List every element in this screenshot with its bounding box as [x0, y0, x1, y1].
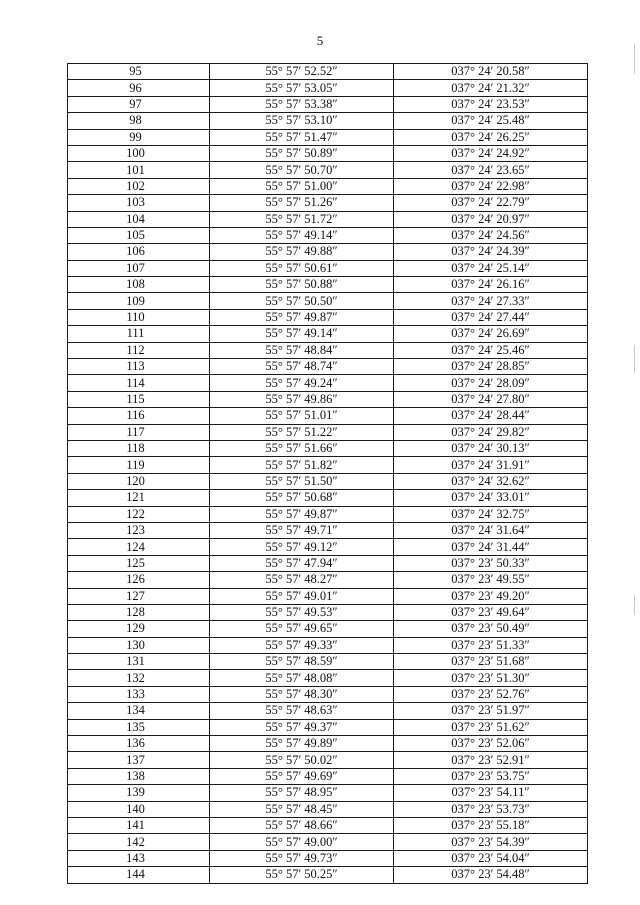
longitude-cell: 037° 24′ 27.44″ — [394, 309, 588, 325]
table-row — [68, 211, 588, 227]
latitude-cell: 55° 57′ 49.53″ — [210, 604, 394, 620]
point-number-cell: 144 — [68, 867, 210, 883]
longitude-cell: 037° 23′ 49.55″ — [394, 572, 588, 588]
point-number-cell: 96 — [68, 80, 210, 96]
latitude-cell: 55° 57′ 51.66″ — [210, 440, 394, 456]
latitude-cell: 55° 57′ 48.84″ — [210, 342, 394, 358]
page-number: 5 — [316, 33, 324, 48]
table-row — [68, 817, 588, 833]
longitude-cell: 037° 24′ 32.75″ — [394, 506, 588, 522]
longitude-cell: 037° 23′ 52.91″ — [394, 752, 588, 768]
longitude-cell: 037° 24′ 23.53″ — [394, 96, 588, 112]
point-number-cell: 141 — [68, 817, 210, 833]
latitude-cell: 55° 57′ 50.02″ — [210, 752, 394, 768]
point-number-cell: 138 — [68, 768, 210, 784]
table-row — [68, 80, 588, 96]
table-row — [68, 391, 588, 407]
latitude-cell: 55° 57′ 48.66″ — [210, 817, 394, 833]
latitude-cell: 55° 57′ 50.50″ — [210, 293, 394, 309]
latitude-cell: 55° 57′ 50.61″ — [210, 260, 394, 276]
longitude-cell: 037° 23′ 54.11″ — [394, 785, 588, 801]
latitude-cell: 55° 57′ 49.33″ — [210, 637, 394, 653]
table-row — [68, 359, 588, 375]
latitude-cell: 55° 57′ 49.71″ — [210, 522, 394, 538]
table-row — [68, 621, 588, 637]
table-row — [68, 162, 588, 178]
longitude-cell: 037° 24′ 27.33″ — [394, 293, 588, 309]
latitude-cell: 55° 57′ 49.87″ — [210, 506, 394, 522]
point-number-cell: 114 — [68, 375, 210, 391]
latitude-cell: 55° 57′ 49.24″ — [210, 375, 394, 391]
table-row — [68, 801, 588, 817]
latitude-cell: 55° 57′ 49.88″ — [210, 244, 394, 260]
point-number-cell: 106 — [68, 244, 210, 260]
longitude-cell: 037° 23′ 54.04″ — [394, 850, 588, 866]
latitude-cell: 55° 57′ 51.47″ — [210, 129, 394, 145]
point-number-cell: 136 — [68, 736, 210, 752]
table-row — [68, 555, 588, 571]
longitude-cell: 037° 24′ 26.69″ — [394, 326, 588, 342]
longitude-cell: 037° 23′ 49.20″ — [394, 588, 588, 604]
table-row — [68, 572, 588, 588]
point-number-cell: 122 — [68, 506, 210, 522]
longitude-cell: 037° 24′ 26.16″ — [394, 277, 588, 293]
latitude-cell: 55° 57′ 48.08″ — [210, 670, 394, 686]
table-row — [68, 326, 588, 342]
point-number-cell: 131 — [68, 654, 210, 670]
longitude-cell: 037° 24′ 31.44″ — [394, 539, 588, 555]
point-number-cell: 135 — [68, 719, 210, 735]
table-row — [68, 227, 588, 243]
table-row — [68, 686, 588, 702]
table-row — [68, 96, 588, 112]
table-row — [68, 604, 588, 620]
point-number-cell: 118 — [68, 440, 210, 456]
latitude-cell: 55° 57′ 49.00″ — [210, 834, 394, 850]
point-number-cell: 134 — [68, 703, 210, 719]
point-number-cell: 124 — [68, 539, 210, 555]
table-row — [68, 440, 588, 456]
latitude-cell: 55° 57′ 48.74″ — [210, 359, 394, 375]
point-number-cell: 99 — [68, 129, 210, 145]
table-row — [68, 850, 588, 866]
table-row — [68, 768, 588, 784]
point-number-cell: 108 — [68, 277, 210, 293]
table-row — [68, 457, 588, 473]
latitude-cell: 55° 57′ 50.89″ — [210, 145, 394, 161]
latitude-cell: 55° 57′ 50.25″ — [210, 867, 394, 883]
longitude-cell: 037° 23′ 50.33″ — [394, 555, 588, 571]
latitude-cell: 55° 57′ 50.70″ — [210, 162, 394, 178]
table-row — [68, 522, 588, 538]
longitude-cell: 037° 23′ 54.39″ — [394, 834, 588, 850]
point-number-cell: 109 — [68, 293, 210, 309]
point-number-cell: 115 — [68, 391, 210, 407]
longitude-cell: 037° 24′ 20.97″ — [394, 211, 588, 227]
point-number-cell: 119 — [68, 457, 210, 473]
coordinates-table — [67, 63, 588, 884]
longitude-cell: 037° 24′ 22.79″ — [394, 195, 588, 211]
longitude-cell: 037° 24′ 28.09″ — [394, 375, 588, 391]
point-number-cell: 101 — [68, 162, 210, 178]
longitude-cell: 037° 24′ 22.98″ — [394, 178, 588, 194]
longitude-cell: 037° 24′ 28.85″ — [394, 359, 588, 375]
table-row — [68, 260, 588, 276]
table-row — [68, 637, 588, 653]
table-row — [68, 867, 588, 883]
longitude-cell: 037° 24′ 25.14″ — [394, 260, 588, 276]
longitude-cell: 037° 23′ 51.62″ — [394, 719, 588, 735]
table-row — [68, 178, 588, 194]
table-row — [68, 703, 588, 719]
table-row — [68, 654, 588, 670]
latitude-cell: 55° 57′ 52.52″ — [210, 64, 394, 80]
table-row — [68, 375, 588, 391]
longitude-cell: 037° 24′ 24.56″ — [394, 227, 588, 243]
table-row — [68, 195, 588, 211]
longitude-cell: 037° 23′ 53.73″ — [394, 801, 588, 817]
longitude-cell: 037° 23′ 51.68″ — [394, 654, 588, 670]
latitude-cell: 55° 57′ 53.10″ — [210, 113, 394, 129]
longitude-cell: 037° 23′ 52.06″ — [394, 736, 588, 752]
point-number-cell: 98 — [68, 113, 210, 129]
table-row — [68, 588, 588, 604]
point-number-cell: 103 — [68, 195, 210, 211]
table-row — [68, 506, 588, 522]
latitude-cell: 55° 57′ 49.65″ — [210, 621, 394, 637]
longitude-cell: 037° 24′ 33.01″ — [394, 490, 588, 506]
point-number-cell: 130 — [68, 637, 210, 653]
point-number-cell: 121 — [68, 490, 210, 506]
longitude-cell: 037° 23′ 52.76″ — [394, 686, 588, 702]
longitude-cell: 037° 23′ 50.49″ — [394, 621, 588, 637]
latitude-cell: 55° 57′ 51.26″ — [210, 195, 394, 211]
table-row — [68, 834, 588, 850]
longitude-cell: 037° 24′ 31.91″ — [394, 457, 588, 473]
latitude-cell: 55° 57′ 51.82″ — [210, 457, 394, 473]
point-number-cell: 140 — [68, 801, 210, 817]
longitude-cell: 037° 23′ 54.48″ — [394, 867, 588, 883]
point-number-cell: 116 — [68, 408, 210, 424]
longitude-cell: 037° 23′ 51.97″ — [394, 703, 588, 719]
latitude-cell: 55° 57′ 49.14″ — [210, 326, 394, 342]
latitude-cell: 55° 57′ 49.73″ — [210, 850, 394, 866]
latitude-cell: 55° 57′ 49.14″ — [210, 227, 394, 243]
longitude-cell: 037° 23′ 55.18″ — [394, 817, 588, 833]
point-number-cell: 143 — [68, 850, 210, 866]
point-number-cell: 133 — [68, 686, 210, 702]
longitude-cell: 037° 24′ 26.25″ — [394, 129, 588, 145]
point-number-cell: 117 — [68, 424, 210, 440]
table-row — [68, 113, 588, 129]
latitude-cell: 55° 57′ 49.89″ — [210, 736, 394, 752]
table-row — [68, 785, 588, 801]
longitude-cell: 037° 23′ 53.75″ — [394, 768, 588, 784]
latitude-cell: 55° 57′ 49.69″ — [210, 768, 394, 784]
table-row — [68, 670, 588, 686]
latitude-cell: 55° 57′ 49.01″ — [210, 588, 394, 604]
table-row — [68, 244, 588, 260]
point-number-cell: 111 — [68, 326, 210, 342]
longitude-cell: 037° 23′ 49.64″ — [394, 604, 588, 620]
table-row — [68, 539, 588, 555]
latitude-cell: 55° 57′ 51.22″ — [210, 424, 394, 440]
latitude-cell: 55° 57′ 48.27″ — [210, 572, 394, 588]
point-number-cell: 112 — [68, 342, 210, 358]
latitude-cell: 55° 57′ 47.94″ — [210, 555, 394, 571]
point-number-cell: 100 — [68, 145, 210, 161]
point-number-cell: 139 — [68, 785, 210, 801]
longitude-cell: 037° 24′ 20.58″ — [394, 64, 588, 80]
point-number-cell: 128 — [68, 604, 210, 620]
coordinates-table-body — [68, 64, 588, 884]
longitude-cell: 037° 23′ 51.30″ — [394, 670, 588, 686]
latitude-cell: 55° 57′ 49.86″ — [210, 391, 394, 407]
longitude-cell: 037° 23′ 51.33″ — [394, 637, 588, 653]
longitude-cell: 037° 24′ 23.65″ — [394, 162, 588, 178]
table-row — [68, 473, 588, 489]
point-number-cell: 95 — [68, 64, 210, 80]
longitude-cell: 037° 24′ 31.64″ — [394, 522, 588, 538]
latitude-cell: 55° 57′ 50.68″ — [210, 490, 394, 506]
table-row — [68, 129, 588, 145]
point-number-cell: 107 — [68, 260, 210, 276]
longitude-cell: 037° 24′ 32.62″ — [394, 473, 588, 489]
table-row — [68, 490, 588, 506]
point-number-cell: 110 — [68, 309, 210, 325]
longitude-cell: 037° 24′ 24.92″ — [394, 145, 588, 161]
point-number-cell: 142 — [68, 834, 210, 850]
point-number-cell: 137 — [68, 752, 210, 768]
latitude-cell: 55° 57′ 49.37″ — [210, 719, 394, 735]
table-row — [68, 277, 588, 293]
point-number-cell: 113 — [68, 359, 210, 375]
point-number-cell: 125 — [68, 555, 210, 571]
latitude-cell: 55° 57′ 48.59″ — [210, 654, 394, 670]
table-row — [68, 342, 588, 358]
point-number-cell: 97 — [68, 96, 210, 112]
latitude-cell: 55° 57′ 49.87″ — [210, 309, 394, 325]
latitude-cell: 55° 57′ 50.88″ — [210, 277, 394, 293]
scan-mark — [634, 595, 635, 615]
table-row — [68, 424, 588, 440]
point-number-cell: 102 — [68, 178, 210, 194]
scan-mark — [634, 44, 635, 74]
table-row — [68, 64, 588, 80]
table-row — [68, 719, 588, 735]
table-row — [68, 408, 588, 424]
point-number-cell: 129 — [68, 621, 210, 637]
latitude-cell: 55° 57′ 51.00″ — [210, 178, 394, 194]
longitude-cell: 037° 24′ 29.82″ — [394, 424, 588, 440]
point-number-cell: 126 — [68, 572, 210, 588]
point-number-cell: 127 — [68, 588, 210, 604]
longitude-cell: 037° 24′ 28.44″ — [394, 408, 588, 424]
longitude-cell: 037° 24′ 25.48″ — [394, 113, 588, 129]
point-number-cell: 105 — [68, 227, 210, 243]
point-number-cell: 132 — [68, 670, 210, 686]
table-row — [68, 736, 588, 752]
point-number-cell: 123 — [68, 522, 210, 538]
table-row — [68, 752, 588, 768]
latitude-cell: 55° 57′ 51.50″ — [210, 473, 394, 489]
latitude-cell: 55° 57′ 53.05″ — [210, 80, 394, 96]
longitude-cell: 037° 24′ 30.13″ — [394, 440, 588, 456]
latitude-cell: 55° 57′ 48.63″ — [210, 703, 394, 719]
latitude-cell: 55° 57′ 48.45″ — [210, 801, 394, 817]
latitude-cell: 55° 57′ 48.95″ — [210, 785, 394, 801]
latitude-cell: 55° 57′ 53.38″ — [210, 96, 394, 112]
table-row — [68, 145, 588, 161]
scan-mark — [634, 345, 635, 373]
latitude-cell: 55° 57′ 49.12″ — [210, 539, 394, 555]
latitude-cell: 55° 57′ 51.01″ — [210, 408, 394, 424]
longitude-cell: 037° 24′ 25.46″ — [394, 342, 588, 358]
table-row — [68, 309, 588, 325]
longitude-cell: 037° 24′ 24.39″ — [394, 244, 588, 260]
latitude-cell: 55° 57′ 48.30″ — [210, 686, 394, 702]
point-number-cell: 120 — [68, 473, 210, 489]
table-row — [68, 293, 588, 309]
latitude-cell: 55° 57′ 51.72″ — [210, 211, 394, 227]
longitude-cell: 037° 24′ 21.32″ — [394, 80, 588, 96]
point-number-cell: 104 — [68, 211, 210, 227]
longitude-cell: 037° 24′ 27.80″ — [394, 391, 588, 407]
